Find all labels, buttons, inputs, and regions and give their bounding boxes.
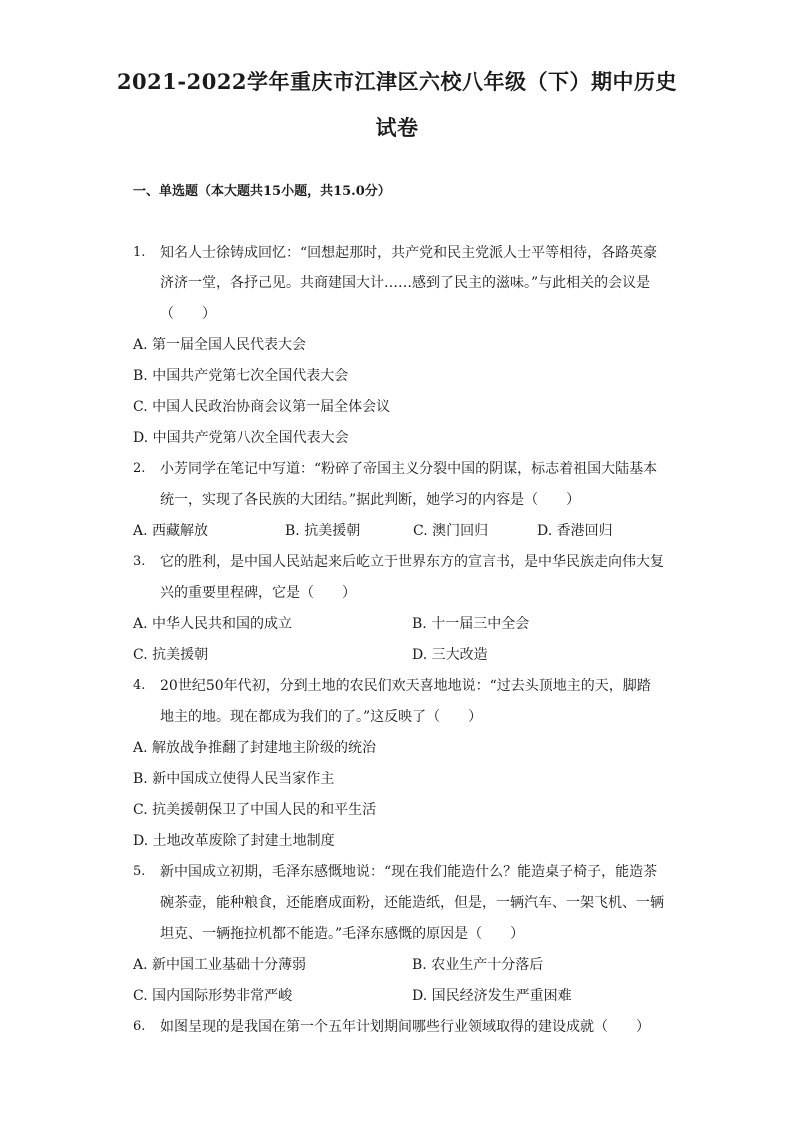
question-1-text-line-1: 知名人士徐铸成回忆：“回想起那时，共产党和民主党派人士平等相待，各路英豪 <box>160 245 658 261</box>
question-5-number: 5. <box>133 864 146 879</box>
question-1-option-d: D. 中国共产党第八次全国代表大会 <box>133 430 349 446</box>
question-1-number: 1. <box>133 245 146 260</box>
question-2-option-c: C. 澳门回归 <box>413 523 489 539</box>
question-1-option-a: A. 第一届全国人民代表大会 <box>133 337 307 353</box>
question-5-option-c: C. 国内国际形势非常严峻 <box>133 988 293 1004</box>
question-3-text-line-1: 它的胜利，是中国人民站起来后屹立于世界东方的宣言书，是中华民族走向伟大复 <box>160 554 664 570</box>
question-4-text-line-2: 地主的地。现在都成为我们的了。”这反映了（ ） <box>160 709 483 725</box>
question-2-text-line-1: 小芳同学在笔记中写道：“粉碎了帝国主义分裂中国的阴谋，标志着祖国大陆基本 <box>160 461 658 477</box>
question-2-number: 2. <box>133 461 146 476</box>
question-6-text-line-1: 如图呈现的是我国在第一个五年计划期间哪些行业领域取得的建设成就（ ） <box>160 1019 650 1035</box>
question-6-number: 6. <box>133 1019 146 1034</box>
question-4-option-c: C. 抗美援朝保卫了中国人民的和平生活 <box>133 802 377 818</box>
question-4-option-a: A. 解放战争推翻了封建地主阶级的统治 <box>133 740 377 756</box>
question-4-option-b: B. 新中国成立使得人民当家作主 <box>133 771 335 787</box>
question-5-text-line-3: 坦克、一辆拖拉机都不能造。”毛泽东感慨的原因是（ ） <box>160 926 525 942</box>
question-3-option-b: B. 十一届三中全会 <box>412 616 530 632</box>
question-2-option-d: D. 香港回归 <box>537 523 613 539</box>
question-1-option-b: B. 中国共产党第七次全国代表大会 <box>133 368 349 384</box>
question-2-option-a: A. 西藏解放 <box>133 523 209 539</box>
exam-title-line-1: 2021-2022学年重庆市江津区六校八年级（下）期中历史 <box>116 69 678 94</box>
section-heading: 一、单选题（本大题共15小题，共15.0分） <box>133 184 391 199</box>
question-3-text-line-2: 兴的重要里程碑，它是（ ） <box>160 585 356 601</box>
question-2-option-b: B. 抗美援朝 <box>285 523 361 539</box>
question-3-number: 3. <box>133 554 146 569</box>
question-4-text-line-1: 20世纪50年代初，分到土地的农民们欢天喜地地说：“过去头顶地主的天，脚踏 <box>160 678 651 694</box>
question-3-option-d: D. 三大改造 <box>412 647 488 663</box>
question-5-text-line-1: 新中国成立初期，毛泽东感慨地说：“现在我们能造什么？能造桌子椅子，能造茶 <box>160 864 658 880</box>
question-5-text-line-2: 碗茶壶，能种粮食，还能磨成面粉，还能造纸，但是，一辆汽车、一架飞机、一辆 <box>160 895 664 911</box>
exam-title-line-2: 试卷 <box>375 115 419 140</box>
question-5-option-d: D. 国民经济发生严重困难 <box>412 988 572 1004</box>
question-3-option-c: C. 抗美援朝 <box>133 647 209 663</box>
question-5-option-a: A. 新中国工业基础十分薄弱 <box>133 957 307 973</box>
question-1-option-c: C. 中国人民政治协商会议第一届全体会议 <box>133 399 391 415</box>
question-1-text-line-3: （ ） <box>160 306 216 322</box>
question-3-option-a: A. 中华人民共和国的成立 <box>133 616 293 632</box>
question-1-text-line-2: 济济一堂，各抒己见。共商建国大计……感到了民主的滋味。”与此相关的会议是 <box>160 275 651 291</box>
question-2-text-line-2: 统一，实现了各民族的大团结。”据此判断，她学习的内容是（ ） <box>160 492 581 508</box>
question-5-option-b: B. 农业生产十分落后 <box>412 957 544 973</box>
question-4-number: 4. <box>133 678 146 693</box>
question-4-option-d: D. 土地改革废除了封建土地制度 <box>133 833 335 849</box>
